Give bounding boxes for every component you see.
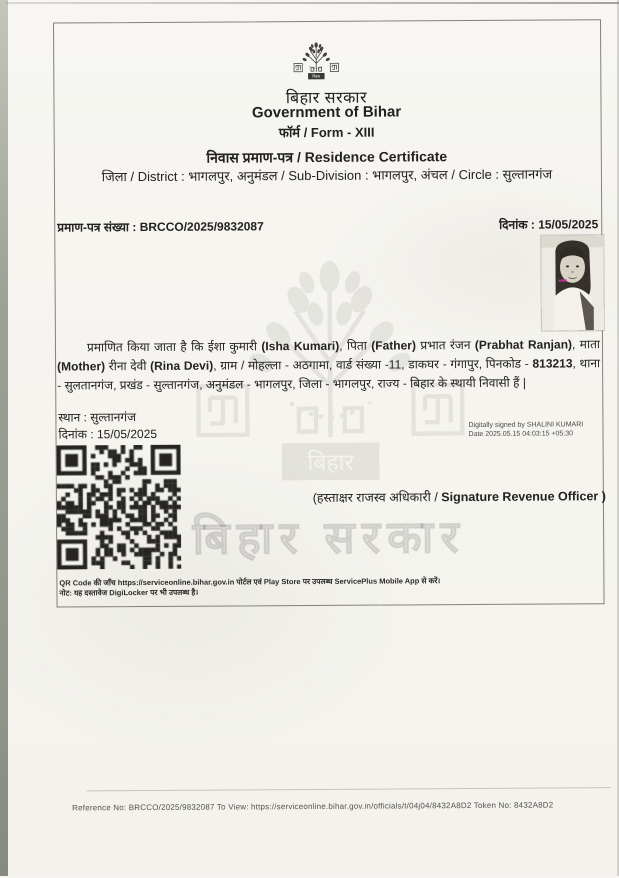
father-name-english: (Prabhat Ranjan): [474, 337, 573, 352]
footer-reference-line: Reference No: BRCCO/2025/9832087 To View: https://serviceonline.bihar.gov.in/officials/t/04j04/8432A8D2 Token No: 8432A8D2: [72, 800, 554, 813]
certificate-title: निवास प्रमाण-पत्र / Residence Certificate: [206, 148, 448, 166]
certificate-number: प्रमाण-पत्र संख्या : BRCCO/2025/9832087: [57, 219, 264, 235]
bihar-emblem-logo: [287, 34, 345, 90]
digital-signature-line1: Digitally signed by SHALINI KUMARI: [468, 421, 584, 430]
digital-signature-block: [468, 420, 610, 439]
qr-note-line2: नोट: यह दस्तावेज DigiLocker पर भी उपलब्ध है।: [59, 587, 199, 598]
name-english: (Isha Kumari): [261, 338, 340, 354]
body-text: प्रमाणित किया जाता है कि ईशा कुमारी: [86, 339, 262, 355]
mother-name-english: (Rina Devi): [150, 358, 214, 373]
digital-signature-line2: Date 2025.05.15 04:03:15 +05:30: [468, 430, 574, 439]
signature-label-hindi: (हस्ताक्षर राजस्व अधिकारी /: [312, 490, 442, 505]
government-title-hindi: बिहार सरकार: [285, 89, 368, 108]
mother-label-english: (Mother): [57, 359, 106, 374]
qr-code: [57, 445, 182, 570]
signature-label-english: Signature Revenue Officer ): [441, 489, 606, 505]
watermark-text: बिहार सरकार: [192, 511, 466, 564]
applicant-photo: [541, 235, 604, 330]
issue-date-top: दिनांक : 15/05/2025: [499, 217, 599, 232]
form-number: फॉर्म / Form - XIII: [278, 124, 375, 141]
issue-place: स्थान : सुल्तानगंज: [58, 410, 137, 425]
certificate-body-paragraph: प्रमाणित किया जाता है कि ईशा कुमारी (Isha Kumari), पिता (Father) प्रभात रंजन (Prabhat Ranjan), माता (Mother) रीना देवी (Rina Devi), ग्राम / मोहल्ला - अठगामा, वार्ड संख्या -11, डाकघर - गंगापुर, पिनकोड - 813213, थाना - सुलतानगंज, प्रखंड - सुल्तानगंज, अनुमंडल - भागलपुर, जिला - भागलपुर, राज्य - बिहार के स्थायी निवासी हैं |: [57, 337, 601, 393]
qr-note-line1: QR Code की जाँच https://serviceonline.bihar.gov.in पोर्टल एवं Play Store पर उपलब्ध ServicePlus Mobile App से करें।: [59, 576, 441, 588]
qr-verification-note: [59, 576, 469, 599]
signature-officer-label: [313, 487, 606, 506]
issue-date-bottom: दिनांक : 15/05/2025: [58, 426, 158, 442]
father-label-english: (Father): [371, 338, 416, 353]
footer-divider: [87, 787, 611, 791]
pincode-value: 813213: [532, 356, 573, 371]
government-title-english: Government of Bihar: [251, 103, 402, 122]
district-subdivision-circle-line: जिला / District : भागलपुर, अनुमंडल / Sub-Division : भागलपुर, अंचल / Circle : सुल्तानगंज: [101, 166, 553, 185]
